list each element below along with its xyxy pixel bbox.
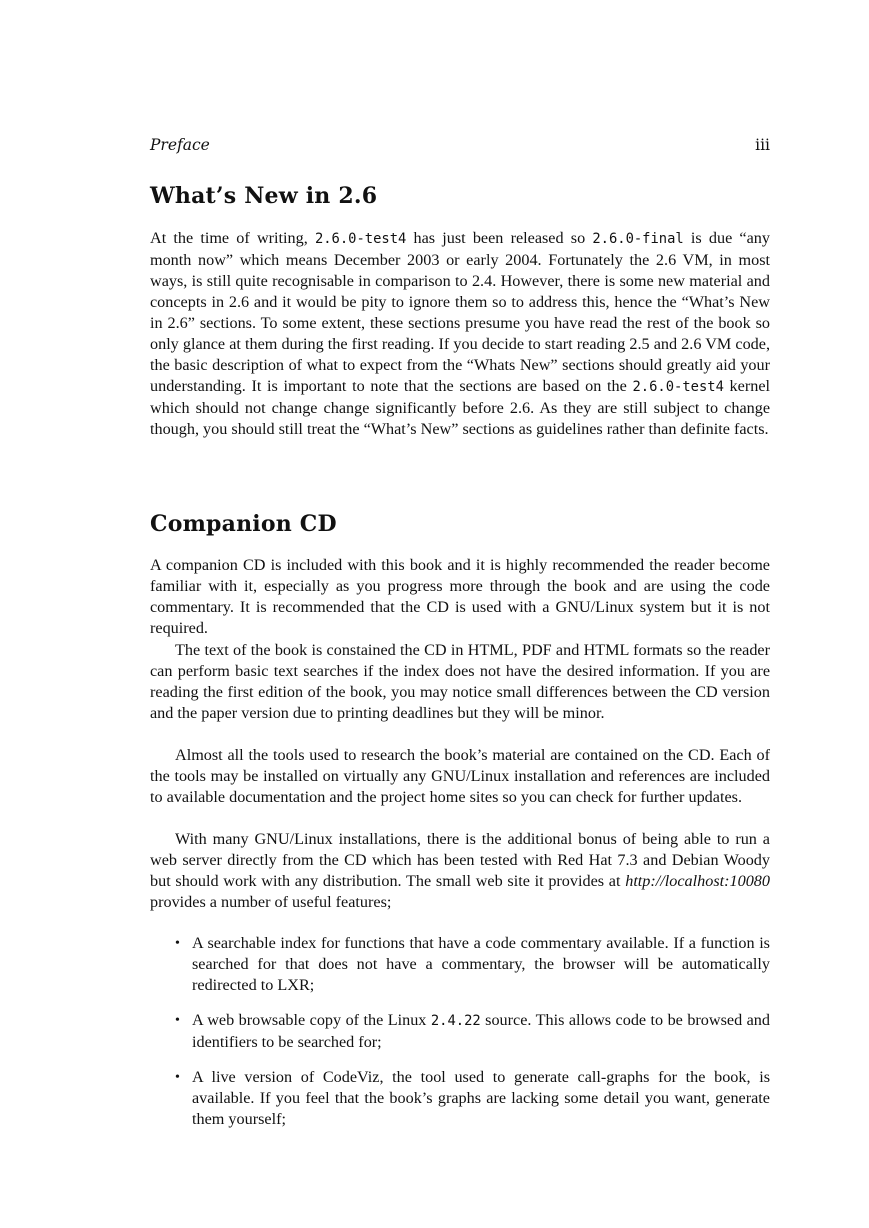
list-item-text: source. This allows code to be browsed and identifiers to be searched for;: [192, 1011, 770, 1052]
text-run: has just been released so: [406, 229, 593, 247]
inline-code: 2.4.22: [430, 1013, 481, 1029]
list-item-text: A live version of CodeViz, the tool used to generate call-graphs for the book, is available. If you feel that the book’s graphs are lacking some detail you want, generate them yourself;: [192, 1068, 770, 1129]
companion-cd-paragraph-2: The text of the book is constained the CD in HTML, PDF and HTML formats so the reader can perform basic text searches if the index does not have the desired information. If you are reading the first edition of the book, you may notice small differences between the CD version and the paper version due to printing deadlines but they will be minor.: [150, 641, 770, 723]
text-run: is due “any month now” which means December 2003 or early 2004. Fortunately the 2.6 VM, in most ways, is still quite recognisable in comparison to 2.4. However, there is some new material and concepts in 2.6 and it would be pity to ignore them so to address this, hence the “What’s New in 2.6” sections. To some extent, these sections presume you have read the rest of the book so only glance at them during the first reading. If you decide to start reading 2.5 and 2.6 VM code, the basic description of what to expect from the “Whats New” sections should greatly aid your understanding. It is important to note that the sections are based on the: [150, 229, 770, 396]
page-number: iii: [755, 136, 770, 154]
companion-cd-paragraph-3: Almost all the tools used to research the book’s material are contained on the CD. Each of the tools may be installed on virtually any GNU/Linux installation and references are included to available documentation and the project home sites so you can check for further updates.: [150, 746, 770, 807]
list-item-text: A web browsable copy of the Linux: [192, 1011, 431, 1029]
bullet-icon: •: [175, 936, 180, 951]
list-item-text: A searchable index for functions that have a code commentary available. If a function is searched for that does not have a commentary, the browser will be automatically redirected to LXR;: [192, 934, 770, 995]
bullet-icon: •: [175, 1070, 180, 1085]
inline-code: 2.6.0-test4: [632, 379, 724, 396]
bullet-icon: •: [175, 1013, 180, 1028]
list-item: [175, 933, 770, 996]
whats-new-paragraph: [150, 228, 770, 440]
localhost-url: http://localhost:10080: [625, 872, 770, 891]
list-item: [175, 1067, 770, 1130]
companion-cd-paragraph-1: A companion CD is included with this book and it is highly recommended the reader become familiar with it, especially as you progress more through the book and are using the code commentary. It is recommended that the CD is used with a GNU/Linux system but it is not required.: [150, 556, 770, 638]
text-run: With many GNU/Linux installations, there is the additional bonus of being able to run a web server directly from the CD which has been tested with Red Hat 7.3 and Debian Woody but should work with any distribution. The small web site it provides at: [150, 830, 770, 891]
running-head-section: Preface: [150, 136, 210, 154]
text-run: provides a number of useful features;: [150, 893, 392, 912]
companion-cd-paragraph-4: [150, 829, 770, 913]
text-run: At the time of writing,: [150, 229, 315, 247]
heading-whats-new: What’s New in 2.6: [150, 183, 378, 209]
heading-companion-cd: Companion CD: [150, 511, 337, 537]
inline-code: 2.6.0-test4: [314, 231, 407, 247]
inline-code: 2.6.0-final: [592, 231, 684, 247]
list-item: [175, 1010, 770, 1053]
text-run: kernel which should not change change significantly before 2.6. As they are still subject to change though, you should still treat the “What’s New” sections as guidelines rather than definite facts.: [150, 377, 771, 439]
